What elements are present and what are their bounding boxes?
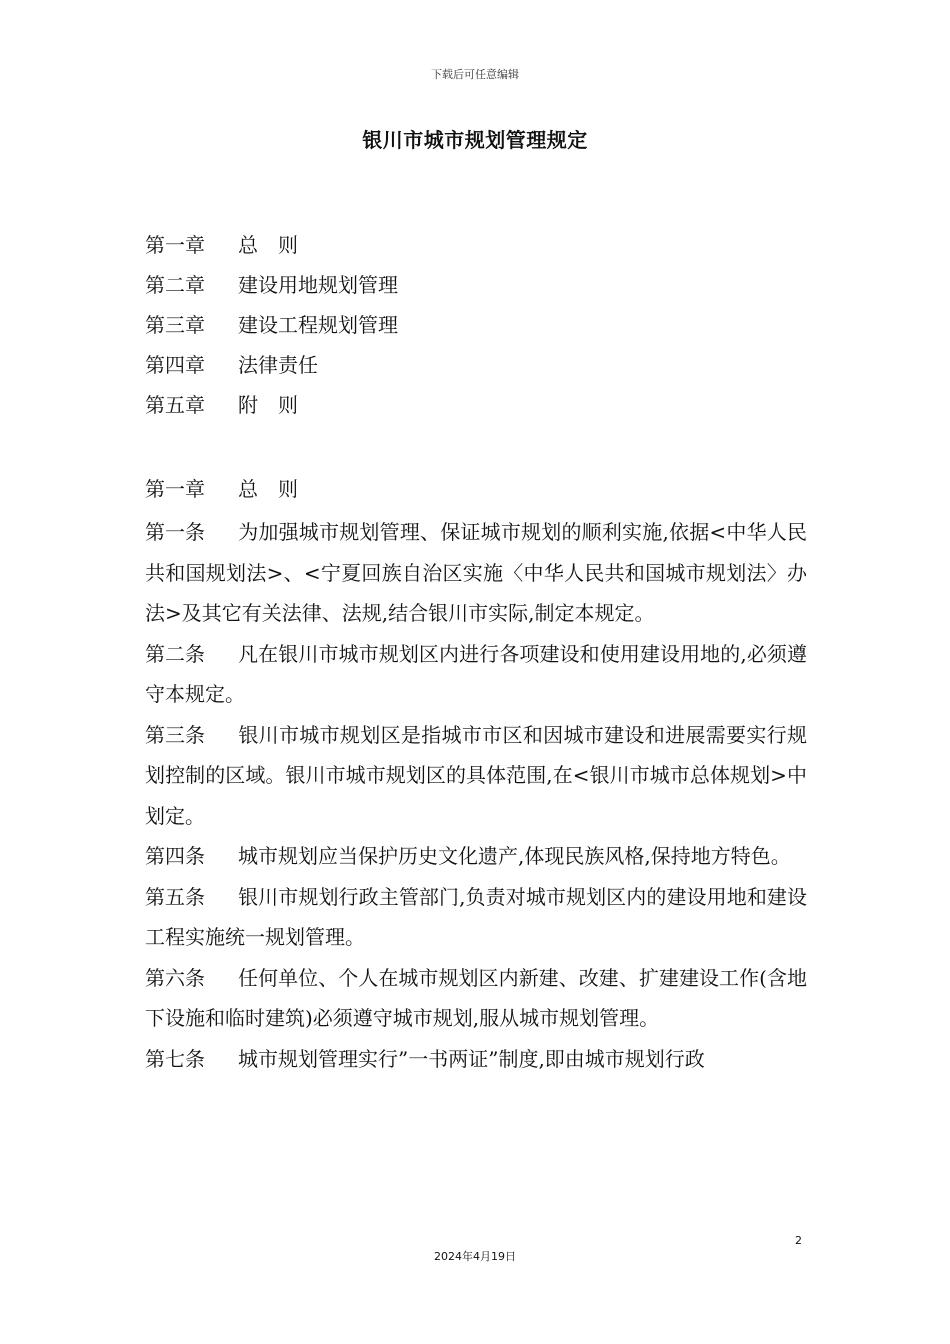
toc-item — [145, 228, 805, 268]
toc-item — [145, 348, 805, 388]
toc-chapter-title: 附 则 — [238, 393, 298, 417]
toc-item — [145, 308, 805, 348]
toc-chapter-number: 第一章 — [145, 233, 205, 257]
toc-chapter-title: 建设工程规划管理 — [238, 313, 398, 337]
chapter-title: 总 则 — [238, 477, 298, 501]
toc-item — [145, 388, 805, 428]
article-number: 第二条 — [145, 641, 205, 666]
footer-date: 2024年4月19日 — [434, 1250, 516, 1263]
toc-chapter-number: 第二章 — [145, 273, 205, 297]
toc-chapter-number: 第三章 — [145, 313, 205, 337]
article-text: 为加强城市规划管理、保证城市规划的顺利实施,依据<中华人民共和国规划法>、<宁夏回族自治区实施〈中华人民共和国城市规划法〉办法>及其它有关法律、法规,结合银川市实际,制定本规定。 — [145, 520, 807, 625]
toc-chapter-title: 法律责任 — [238, 353, 318, 377]
article-text: 城市规划管理实行”一书两证”制度,即由城市规划行政 — [238, 1046, 705, 1071]
document-body — [145, 472, 807, 1079]
article-text: 凡在银川市城市规划区内进行各项建设和使用建设用地的,必须遵守本规定。 — [145, 641, 807, 706]
article-paragraph — [145, 958, 807, 1039]
article-number: 第三条 — [145, 722, 205, 747]
article-paragraph — [145, 634, 807, 715]
article-number: 第七条 — [145, 1046, 205, 1071]
article-text: 银川市规划行政主管部门,负责对城市规划区内的建设用地和建设工程实施统一规划管理。 — [145, 884, 807, 949]
chapter-heading — [145, 472, 807, 512]
chapter-number: 第一章 — [145, 477, 205, 501]
article-text: 城市规划应当保护历史文化遗产,体现民族风格,保持地方特色。 — [238, 844, 791, 868]
toc-chapter-title: 建设用地规划管理 — [238, 273, 398, 297]
article-paragraph — [145, 512, 807, 634]
article-text: 银川市城市规划区是指城市市区和因城市建设和进展需要实行规划控制的区域。银川市城市规划区的具体范围,在<银川市城市总体规划>中划定。 — [145, 722, 807, 828]
toc-item — [145, 268, 805, 308]
toc-chapter-title: 总 则 — [238, 233, 298, 257]
toc-chapter-number: 第五章 — [145, 393, 205, 417]
article-text: 任何单位、个人在城市规划区内新建、改建、扩建建设工作(含地下设施和临时建筑)必须遵守城市规划,服从城市规划管理。 — [145, 965, 807, 1030]
article-number: 第六条 — [145, 965, 205, 990]
article-paragraph — [145, 877, 807, 958]
table-of-contents — [145, 228, 805, 428]
article-number: 第五条 — [145, 884, 205, 909]
document-title: 银川市城市规划管理规定 — [362, 128, 588, 152]
toc-chapter-number: 第四章 — [145, 353, 205, 377]
article-number: 第四条 — [145, 844, 205, 868]
article-paragraph — [145, 836, 807, 877]
article-number: 第一条 — [145, 520, 205, 544]
article-paragraph — [145, 715, 807, 837]
article-paragraph — [145, 1039, 807, 1080]
page-header: 下载后可任意编辑 — [431, 68, 519, 81]
page-number: 2 — [795, 1234, 802, 1247]
